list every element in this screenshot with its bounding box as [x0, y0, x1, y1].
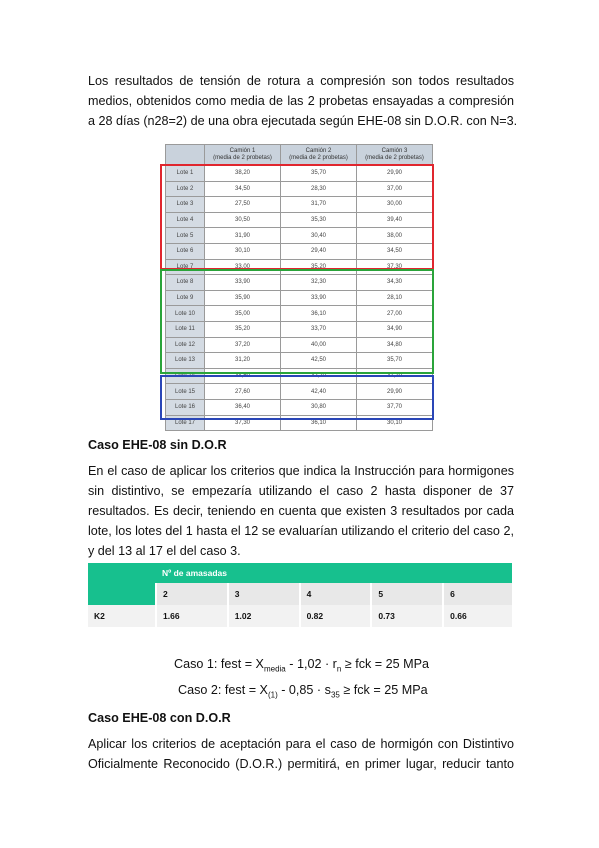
lot-value-truck1: 36,40 [205, 399, 281, 415]
truck1-sub: (media de 2 probetas) [213, 155, 272, 161]
lot-value-truck3: 31,10 [357, 368, 433, 384]
lots-row [166, 321, 433, 337]
k2-row-label: K2 [88, 605, 156, 627]
k2-header-row [88, 563, 512, 583]
lot-value-truck3: 29,90 [357, 384, 433, 400]
lot-label: Lote 9 [166, 290, 205, 306]
k2-values-row [88, 605, 512, 627]
lot-value-truck2: 32,30 [281, 275, 357, 291]
section1-line: y del 13 al 17 el del caso 3. [88, 544, 241, 558]
lot-value-truck2: 36,10 [281, 306, 357, 322]
intro-line: Los resultados de tensión de rotura a compresión son todos resultados [88, 74, 514, 88]
section1-paragraph [88, 461, 514, 561]
lots-header-row [166, 145, 433, 166]
lots-header-truck2 [281, 145, 357, 166]
lots-row [166, 228, 433, 244]
lot-value-truck3: 30,10 [357, 415, 433, 431]
k2-value: 0.73 [371, 605, 443, 627]
lot-value-truck1: 30,50 [205, 212, 281, 228]
lot-value-truck3: 34,30 [357, 275, 433, 291]
lot-value-truck1: 27,50 [205, 197, 281, 213]
lots-row [166, 197, 433, 213]
k2-table [88, 563, 512, 627]
section1-line: sin distintivo, se empezaría utilizando el caso 2 hasta disponer de 37 [88, 484, 514, 498]
formula-case1-prefix: Caso 1: fest = X [174, 657, 264, 671]
lot-value-truck1: 31,90 [205, 228, 281, 244]
lot-label: Lote 4 [166, 212, 205, 228]
lot-value-truck3: 37,30 [357, 259, 433, 275]
lot-value-truck1: 34,50 [205, 368, 281, 384]
truck1-title: Camión 1 [229, 148, 256, 154]
formula-case2-prefix: Caso 2: fest = X [178, 683, 268, 697]
lot-value-truck1: 33,90 [205, 275, 281, 291]
lot-value-truck2: 42,50 [281, 353, 357, 369]
lot-value-truck2: 35,20 [281, 259, 357, 275]
k2-column-header: 3 [228, 583, 300, 605]
lots-results-table [165, 144, 433, 431]
formula-case2 [178, 683, 428, 700]
lot-value-truck1: 38,20 [205, 166, 281, 182]
lots-row [166, 306, 433, 322]
lots-row [166, 384, 433, 400]
lot-label: Lote 16 [166, 399, 205, 415]
lot-value-truck1: 33,00 [205, 259, 281, 275]
lot-label: Lote 8 [166, 275, 205, 291]
lot-value-truck1: 37,20 [205, 337, 281, 353]
k2-column-header: 4 [300, 583, 372, 605]
k2-column-header: 2 [156, 583, 228, 605]
truck3-sub: (media de 2 probetas) [365, 155, 424, 161]
k2-column-header: 5 [371, 583, 443, 605]
intro-line: medios, obtenidos como media de las 2 probetas ensayadas a compresión [88, 94, 514, 108]
lot-label: Lote 2 [166, 181, 205, 197]
k2-value: 0.66 [443, 605, 512, 627]
lot-label: Lote 1 [166, 166, 205, 182]
lot-label: Lote 10 [166, 306, 205, 322]
truck3-title: Camión 3 [381, 148, 408, 154]
lot-label: Lote 11 [166, 321, 205, 337]
section1-line: resultados. Es decir, teniendo en cuenta que existen 3 resultados por cada [88, 504, 514, 518]
lot-value-truck3: 28,10 [357, 290, 433, 306]
formula-case2-sub2: 35 [330, 690, 340, 700]
lot-value-truck2: 35,70 [281, 166, 357, 182]
lot-label: Lote 14 [166, 368, 205, 384]
section2-paragraph [88, 734, 514, 774]
lot-label: Lote 7 [166, 259, 205, 275]
intro-line: a 28 días (n28=2) de una obra ejecutada según EHE-08 sin D.O.R. con N=3. [88, 114, 518, 128]
k2-column-header: 6 [443, 583, 512, 605]
k2-corner-cell [88, 583, 156, 605]
lot-value-truck3: 30,00 [357, 197, 433, 213]
lot-label: Lote 3 [166, 197, 205, 213]
lot-value-truck3: 37,00 [357, 181, 433, 197]
section1-line: En el caso de aplicar los criterios que indica la Instrucción para hormigones [88, 464, 514, 478]
lots-row [166, 399, 433, 415]
k2-value: 0.82 [300, 605, 372, 627]
lot-value-truck3: 27,00 [357, 306, 433, 322]
lots-header-truck3 [357, 145, 433, 166]
truck2-sub: (media de 2 probetas) [289, 155, 348, 161]
lots-row [166, 415, 433, 431]
section2-heading: Caso EHE-08 con D.O.R [88, 711, 231, 725]
lot-value-truck1: 35,90 [205, 290, 281, 306]
k2-value: 1.02 [228, 605, 300, 627]
lots-row [166, 166, 433, 182]
lot-value-truck3: 34,50 [357, 243, 433, 259]
lot-label: Lote 5 [166, 228, 205, 244]
section2-line: Aplicar los criterios de aceptación para el caso de hormigón con Distintivo [88, 737, 514, 751]
lot-value-truck2: 36,10 [281, 415, 357, 431]
lot-value-truck2: 42,40 [281, 384, 357, 400]
truck2-title: Camión 2 [305, 148, 332, 154]
lot-value-truck1: 37,30 [205, 415, 281, 431]
lot-value-truck2: 30,80 [281, 399, 357, 415]
lot-value-truck3: 34,80 [357, 337, 433, 353]
lot-value-truck2: 35,30 [281, 212, 357, 228]
lots-row [166, 275, 433, 291]
k2-corner-cell [88, 563, 156, 583]
lots-table-body [166, 166, 433, 431]
lot-value-truck3: 38,00 [357, 228, 433, 244]
lots-row [166, 337, 433, 353]
lot-value-truck3: 39,40 [357, 212, 433, 228]
formula-case2-sub1: (1) [267, 690, 278, 700]
lots-header-blank [166, 145, 205, 166]
lot-value-truck1: 35,00 [205, 306, 281, 322]
intro-paragraph [88, 71, 518, 131]
section2-line: Oficialmente Reconocido (D.O.R.) permitirá, en primer lugar, reducir tanto [88, 757, 514, 771]
lot-value-truck2: 33,90 [281, 290, 357, 306]
k2-columns-row [88, 583, 512, 605]
lot-value-truck1: 31,20 [205, 353, 281, 369]
lot-value-truck1: 35,20 [205, 321, 281, 337]
lot-value-truck2: 28,30 [281, 181, 357, 197]
lot-value-truck2: 29,40 [281, 243, 357, 259]
lot-label: Lote 6 [166, 243, 205, 259]
formula-case1-sub2: n [336, 664, 342, 674]
lots-header-truck1 [205, 145, 281, 166]
lot-value-truck3: 34,90 [357, 321, 433, 337]
lot-value-truck2: 33,70 [281, 321, 357, 337]
lots-row [166, 259, 433, 275]
lots-row [166, 212, 433, 228]
lot-label: Lote 17 [166, 415, 205, 431]
formula-case1 [174, 657, 429, 674]
formula-case2-suffix: ≥ fck = 25 MPa [339, 683, 428, 697]
lots-row [166, 290, 433, 306]
formula-case1-sub1: media [263, 664, 286, 674]
lot-value-truck3: 35,70 [357, 353, 433, 369]
lot-value-truck2: 31,70 [281, 197, 357, 213]
formula-case1-suffix: ≥ fck = 25 MPa [341, 657, 430, 671]
formula-case1-mid: - 1,02 · r [285, 657, 337, 671]
formula-case2-mid: - 0,85 · s [277, 683, 331, 697]
lot-value-truck1: 34,50 [205, 181, 281, 197]
lots-row [166, 353, 433, 369]
lot-value-truck2: 30,40 [281, 228, 357, 244]
lot-value-truck3: 29,90 [357, 166, 433, 182]
k2-header-label: Nº de amasadas [156, 563, 512, 583]
lot-label: Lote 13 [166, 353, 205, 369]
lots-row [166, 181, 433, 197]
section1-heading: Caso EHE-08 sin D.O.R [88, 438, 227, 452]
k2-value: 1.66 [156, 605, 228, 627]
lot-label: Lote 12 [166, 337, 205, 353]
lot-value-truck2: 40,00 [281, 337, 357, 353]
lot-value-truck3: 37,70 [357, 399, 433, 415]
lots-row [166, 243, 433, 259]
lot-value-truck1: 30,10 [205, 243, 281, 259]
section1-line: lote, los lotes del 1 hasta el 12 se evaluarían utilizando el criterio del caso 2, [88, 524, 514, 538]
lot-value-truck1: 27,60 [205, 384, 281, 400]
lots-row [166, 368, 433, 384]
lot-label: Lote 15 [166, 384, 205, 400]
lot-value-truck2: 32,70 [281, 368, 357, 384]
